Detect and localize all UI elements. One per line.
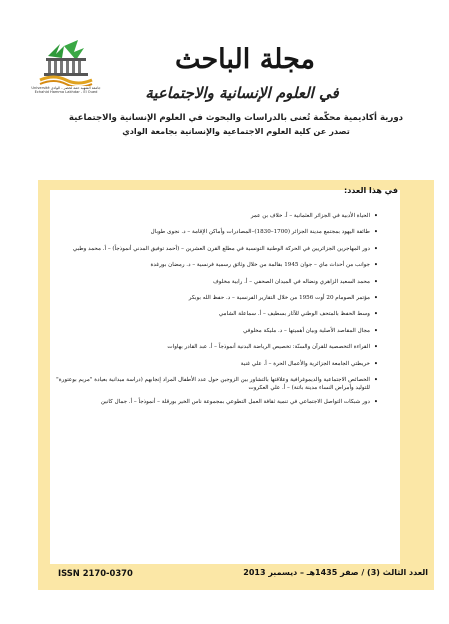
list-item: • دور المهاجرين الجزائريين في الحركة الوطنية التونسية في مطلع القرن العشرين – (أحمد توفيق المدني أنموذجاً) – أ. محمد وطبي: [56, 245, 378, 253]
list-item: • وسط الحفظ بالمتحف الوطني للآثار بسطيف – أ. سماعلة الشامي: [56, 310, 378, 318]
university-logo-icon: [34, 38, 98, 86]
issn-number: ISSN 2170-0370: [58, 568, 133, 578]
magazine-subtitle: في العلوم الإنسانية والاجتماعية: [145, 84, 339, 102]
magazine-description: دورية أكاديمية محكّمة تُعنى بالدراسات والبحوث في العلوم الإنسانية والاجتماعية: [68, 113, 404, 123]
list-item: • الحياة الأدبية في الجزائر العثمانية – أ. خلاف بن عمر: [56, 212, 378, 220]
magazine-publisher: تصدر عن كلية العلوم الاجتماعية والإنسانية بجامعة الوادي: [122, 126, 350, 136]
issue-info: العدد الثالث (3) / صفر 1435هـ – ديسمبر 2013: [243, 568, 428, 577]
list-item: • مجال المقاصد الأصلية وبيان أهميتها – د. مليكة مخلوفي: [56, 327, 378, 335]
contents-heading: في هذا العدد:: [344, 186, 398, 195]
list-item: • جوانب من أحداث ماي – جوان 1945 بقالمة من خلال وثائق رسمية فرنسية – د. رمضان بورغدة: [56, 261, 378, 269]
table-of-contents: [56, 212, 378, 414]
list-item: • الخصائص الاجتماعية والديموغرافية وعلاقتها بالتشاور بين الزوجين حول عدد الأطفال المراد إنجابهم (دراسة ميدانية بعيادة "مريم بوعتورة" للتوليد وأمراض النساء مدينة باتنة) – أ. علي العكروت: [56, 376, 378, 392]
list-item: • محمد السعيد الزاهري ونضاله في الميدان الصحفي – أ. رابية مخلوف: [56, 278, 378, 286]
list-item: • مؤتمر الصومام 20 أوت 1956 من خلال التقارير الفرنسية – د. حفظ الله بوبكر: [56, 294, 378, 302]
magazine-title: مجلة الباحث: [174, 44, 315, 75]
list-item: • القراءة التخصصية للقرآن والسنّة: تخصيص الرياضة البدنية أنموذجاً – أ. عبد القادر بهاوات: [56, 343, 378, 351]
list-item: • خريطتي الجامعة الجزائرية والأعمال الحرة – أ. علي غنية: [56, 360, 378, 368]
logo-caption: جامعة الشهيد حمة لخضر - الوادي Université Echahid Hamma Lakhdar - El Oued: [31, 86, 101, 95]
list-item: • طائفة اليهود بمجتمع مدينة الجزائر (1700–1830)–المصادرات وأماكن الإقامة – د. نجوى طوبال: [56, 228, 378, 236]
list-item: • دور شبكات التواصل الاجتماعي في تنمية ثقافة العمل التطوعي بمجموعة ناس الخير بورقلة – أنموذجاً – أ. جمال كانين: [56, 398, 378, 406]
